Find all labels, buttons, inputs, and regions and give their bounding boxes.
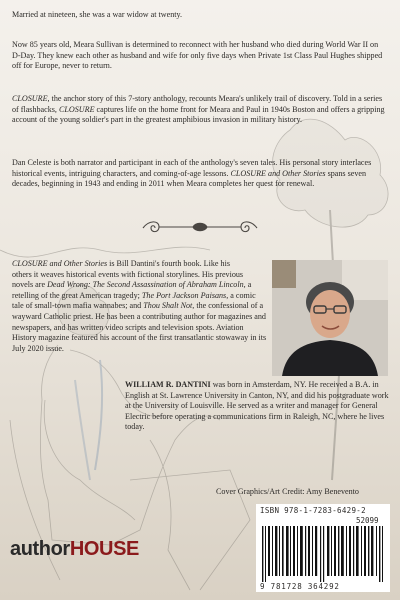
barcode-bars bbox=[260, 526, 386, 582]
bio-text: is Bill Dantini's fourth book. Like his bbox=[107, 259, 230, 268]
bio-line bbox=[12, 280, 267, 354]
bio-text: , a comic tale of small-town mafia wannabes; and bbox=[12, 290, 256, 311]
bio-line: others it weaves historical events with fictional storylines. His previous bbox=[12, 269, 244, 279]
logo-text-author: author bbox=[10, 538, 70, 560]
barcode bbox=[256, 504, 390, 592]
author-info bbox=[125, 380, 393, 433]
isbn-text: ISBN 978-1-7283-6429-2 bbox=[260, 506, 366, 515]
bio-text: novels are bbox=[12, 280, 48, 290]
book-title-italic: CLOSURE bbox=[12, 94, 48, 103]
ean-number: 9 781728 364292 bbox=[260, 582, 340, 591]
book-title-italic: The Port Jackson Paisans bbox=[141, 290, 227, 300]
bio-text: , the confessional of a wayward Catholic priest. He has been a contributing author for magazines and newspapers, and has written video scripts and television spots. Aviation History magazine featured his account of the first transatlantic stowaway in its July 2020 issue. bbox=[12, 301, 267, 353]
intro-paragraph: Married at nineteen, she was a war widow at twenty. bbox=[12, 10, 183, 19]
summary-paragraph-3 bbox=[12, 158, 388, 190]
book-title-italic: Dead Wrong: The Second Assassination of Abraham Lincoln bbox=[47, 280, 244, 290]
bio-line bbox=[12, 259, 267, 270]
price-code: 52099 bbox=[356, 516, 379, 525]
book-title-italic: CLOSURE bbox=[58, 104, 95, 114]
summary-paragraph-2 bbox=[12, 94, 388, 126]
summary-text: Dan Celeste is both narrator and participant in each of the anthology's seven tales. His personal story interlaces historical events, intriguing characters, and coming-of-age lessons. bbox=[12, 158, 372, 178]
author-name: WILLIAM R. DANTINI bbox=[125, 380, 211, 389]
book-title-italic: Thou Shalt Not bbox=[143, 301, 193, 311]
summary-text: spans seven decades, beginning in 1943 and ending in 2011 when Meara completes her quest for renewal. bbox=[12, 168, 367, 189]
summary-paragraph-1: Now 85 years old, Meara Sullivan is determined to reconnect with her husband who died during World War II on D-Day. They knew each other as husband and wife for only five days when Private 1st Class Paul Hughes shipped off for Europe, never to return. bbox=[12, 40, 383, 71]
decorative-flourish bbox=[135, 216, 265, 238]
cover-credit: Cover Graphics/Art Credit: Amy Benevento bbox=[216, 487, 359, 496]
summary-text: , the anchor story of this 7-story anthology, recounts Meara's unlikely trail of discovery. Told in a series of flashbacks, bbox=[12, 94, 383, 114]
author-info-text: was born in Amsterdam, NY. He received a B.A. in English at St. Lawrence University in Canton, NY, and did his postgraduate work at the University of Louisville. He served as a writer and manager for General Electric before operating a communications firm in Raleigh, NC, where he lives today. bbox=[125, 380, 389, 432]
summary-text: captures life on the home front for Meara and Paul in 1940s Boston and offers a gripping account of the young soldier's part in the greatest amphibious invasion in military history. bbox=[12, 104, 385, 125]
book-title-italic: CLOSURE and Other Stories bbox=[230, 168, 326, 178]
author-photo bbox=[272, 260, 388, 376]
author-bio bbox=[12, 259, 267, 354]
author-portrait-drawing bbox=[272, 260, 388, 376]
book-title-italic: CLOSURE and Other Stories bbox=[12, 259, 108, 268]
authorhouse-logo bbox=[10, 538, 139, 561]
logo-text-house: HOUSE bbox=[69, 538, 139, 560]
bio-text: , a retelling of the great American tragedy; bbox=[12, 280, 252, 300]
